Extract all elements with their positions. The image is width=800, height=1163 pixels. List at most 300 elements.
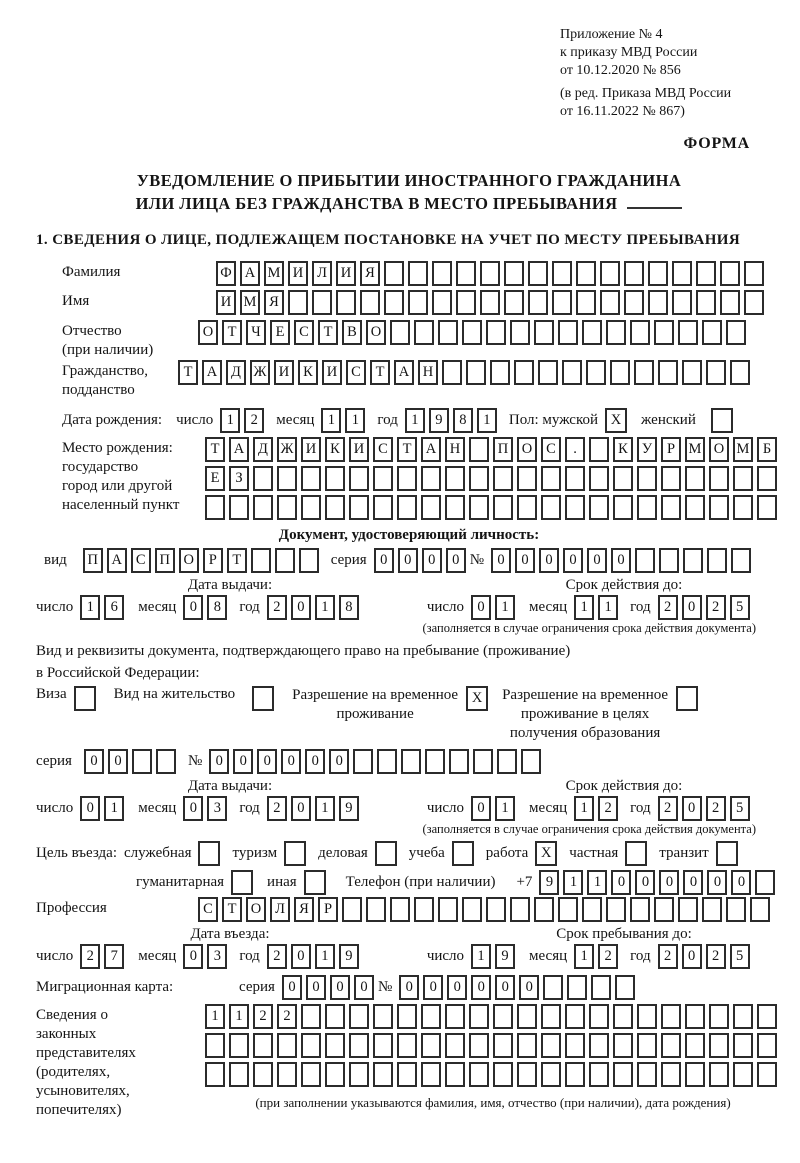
char-cell[interactable] [654,897,674,922]
char-cell[interactable] [541,1004,561,1029]
char-cell[interactable] [552,261,572,286]
char-cell[interactable]: 1 [315,796,335,821]
char-cell[interactable] [490,360,510,385]
char-cell[interactable]: Т [178,360,198,385]
char-cell[interactable] [497,749,517,774]
char-cell[interactable]: 9 [339,796,359,821]
char-cell[interactable] [565,495,585,520]
char-cell[interactable]: 0 [611,870,631,895]
char-cell[interactable] [349,1004,369,1029]
char-cell[interactable] [672,261,692,286]
char-cell[interactable]: 1 [80,595,100,620]
char-cell[interactable]: 0 [183,796,203,821]
char-cell[interactable]: 2 [277,1004,297,1029]
char-cell[interactable] [685,1004,705,1029]
char-cell[interactable] [541,466,561,491]
char-cell[interactable]: С [198,897,218,922]
char-cell[interactable] [558,320,578,345]
char-cell[interactable] [384,261,404,286]
char-cell[interactable]: 0 [108,749,128,774]
char-cell[interactable]: Б [757,437,777,462]
char-cell[interactable]: 0 [291,944,311,969]
char-cell[interactable] [696,290,716,315]
char-cell[interactable] [613,466,633,491]
char-cell[interactable]: 0 [563,548,583,573]
char-cell[interactable] [299,548,319,573]
char-cell[interactable]: 3 [207,796,227,821]
char-cell[interactable] [132,749,152,774]
char-cell[interactable]: В [342,320,362,345]
char-cell[interactable]: П [155,548,175,573]
char-cell[interactable] [301,1062,321,1087]
char-cell[interactable] [613,1033,633,1058]
char-cell[interactable] [442,360,462,385]
char-cell[interactable] [517,1033,537,1058]
char-cell[interactable] [613,1004,633,1029]
char-cell[interactable] [661,466,681,491]
char-cell[interactable] [301,1033,321,1058]
char-cell[interactable] [600,261,620,286]
char-cell[interactable] [755,870,775,895]
char-cell[interactable] [493,466,513,491]
char-cell[interactable]: 0 [330,975,350,1000]
char-cell[interactable] [661,495,681,520]
char-cell[interactable] [486,897,506,922]
char-cell[interactable] [421,495,441,520]
purpose-tourism-checkbox[interactable] [284,841,306,866]
char-cell[interactable] [678,897,698,922]
char-cell[interactable]: К [613,437,633,462]
char-cell[interactable] [504,261,524,286]
char-cell[interactable]: 9 [539,870,559,895]
char-cell[interactable] [397,1004,417,1029]
char-cell[interactable]: 1 [574,595,594,620]
char-cell[interactable]: 0 [471,975,491,1000]
char-cell[interactable] [589,495,609,520]
char-cell[interactable]: 0 [471,796,491,821]
char-cell[interactable]: И [336,261,356,286]
char-cell[interactable]: 0 [374,548,394,573]
char-cell[interactable] [635,548,655,573]
char-cell[interactable]: И [349,437,369,462]
char-cell[interactable]: 0 [659,870,679,895]
char-cell[interactable] [301,495,321,520]
char-cell[interactable] [277,466,297,491]
char-cell[interactable] [469,437,489,462]
char-cell[interactable] [469,466,489,491]
char-cell[interactable] [541,1033,561,1058]
char-cell[interactable]: С [346,360,366,385]
char-cell[interactable] [707,548,727,573]
char-cell[interactable] [558,897,578,922]
char-cell[interactable] [624,290,644,315]
char-cell[interactable] [408,261,428,286]
char-cell[interactable]: Е [270,320,290,345]
char-cell[interactable]: 1 [574,944,594,969]
char-cell[interactable] [528,261,548,286]
char-cell[interactable] [589,1004,609,1029]
char-cell[interactable]: 2 [267,944,287,969]
purpose-private-checkbox[interactable] [625,841,647,866]
char-cell[interactable]: 1 [495,595,515,620]
char-cell[interactable] [493,1062,513,1087]
char-cell[interactable]: 1 [477,408,497,433]
char-cell[interactable]: Т [370,360,390,385]
char-cell[interactable] [517,1004,537,1029]
char-cell[interactable] [552,290,572,315]
char-cell[interactable] [541,1062,561,1087]
char-cell[interactable] [702,897,722,922]
char-cell[interactable]: 2 [244,408,264,433]
char-cell[interactable]: 2 [598,944,618,969]
char-cell[interactable]: И [301,437,321,462]
char-cell[interactable] [733,1004,753,1029]
char-cell[interactable] [414,320,434,345]
char-cell[interactable] [456,290,476,315]
char-cell[interactable]: И [288,261,308,286]
char-cell[interactable] [750,897,770,922]
char-cell[interactable] [397,1062,417,1087]
char-cell[interactable]: 1 [315,595,335,620]
char-cell[interactable]: Я [294,897,314,922]
char-cell[interactable] [757,1004,777,1029]
purpose-other-checkbox[interactable] [304,870,326,895]
char-cell[interactable] [615,975,635,1000]
char-cell[interactable]: 0 [306,975,326,1000]
char-cell[interactable]: М [240,290,260,315]
char-cell[interactable]: С [131,548,151,573]
char-cell[interactable] [277,1062,297,1087]
char-cell[interactable] [421,1033,441,1058]
char-cell[interactable]: 0 [682,595,702,620]
char-cell[interactable]: 1 [229,1004,249,1029]
char-cell[interactable]: Р [661,437,681,462]
char-cell[interactable] [589,466,609,491]
char-cell[interactable] [205,1062,225,1087]
char-cell[interactable] [709,1033,729,1058]
char-cell[interactable] [325,466,345,491]
char-cell[interactable] [445,1033,465,1058]
char-cell[interactable] [709,466,729,491]
char-cell[interactable] [397,466,417,491]
char-cell[interactable] [277,495,297,520]
char-cell[interactable] [613,1062,633,1087]
char-cell[interactable] [637,495,657,520]
char-cell[interactable] [384,290,404,315]
char-cell[interactable]: 8 [207,595,227,620]
char-cell[interactable] [377,749,397,774]
char-cell[interactable] [543,975,563,1000]
residence-permit-checkbox[interactable] [252,686,274,711]
char-cell[interactable] [659,548,679,573]
char-cell[interactable] [720,290,740,315]
char-cell[interactable] [702,320,722,345]
char-cell[interactable]: Д [226,360,246,385]
char-cell[interactable] [349,466,369,491]
char-cell[interactable] [421,1062,441,1087]
char-cell[interactable]: 0 [291,595,311,620]
char-cell[interactable]: М [264,261,284,286]
char-cell[interactable]: 2 [267,796,287,821]
char-cell[interactable] [480,261,500,286]
char-cell[interactable] [253,495,273,520]
char-cell[interactable]: 0 [291,796,311,821]
char-cell[interactable] [504,290,524,315]
char-cell[interactable] [360,290,380,315]
char-cell[interactable] [589,1062,609,1087]
char-cell[interactable] [462,320,482,345]
char-cell[interactable] [373,1004,393,1029]
char-cell[interactable]: 0 [539,548,559,573]
char-cell[interactable]: Д [253,437,273,462]
purpose-official-checkbox[interactable] [198,841,220,866]
char-cell[interactable] [336,290,356,315]
char-cell[interactable] [582,897,602,922]
char-cell[interactable] [325,1004,345,1029]
char-cell[interactable] [661,1062,681,1087]
char-cell[interactable] [683,548,703,573]
char-cell[interactable] [469,1062,489,1087]
char-cell[interactable]: И [274,360,294,385]
char-cell[interactable]: 0 [80,796,100,821]
char-cell[interactable] [517,1062,537,1087]
char-cell[interactable]: А [107,548,127,573]
char-cell[interactable] [342,897,362,922]
char-cell[interactable] [606,320,626,345]
char-cell[interactable] [541,495,561,520]
char-cell[interactable] [312,290,332,315]
char-cell[interactable]: К [298,360,318,385]
char-cell[interactable] [390,897,410,922]
char-cell[interactable]: 1 [495,796,515,821]
char-cell[interactable]: Т [397,437,417,462]
char-cell[interactable] [445,1062,465,1087]
char-cell[interactable]: 1 [315,944,335,969]
char-cell[interactable]: С [294,320,314,345]
char-cell[interactable] [438,320,458,345]
char-cell[interactable]: 0 [519,975,539,1000]
char-cell[interactable] [534,320,554,345]
char-cell[interactable]: К [325,437,345,462]
char-cell[interactable] [325,1062,345,1087]
char-cell[interactable]: П [493,437,513,462]
gender-female-checkbox[interactable] [711,408,733,433]
char-cell[interactable] [706,360,726,385]
char-cell[interactable] [685,466,705,491]
char-cell[interactable] [366,897,386,922]
char-cell[interactable]: 0 [491,548,511,573]
char-cell[interactable]: 0 [281,749,301,774]
char-cell[interactable] [606,897,626,922]
char-cell[interactable]: Л [312,261,332,286]
char-cell[interactable]: 2 [658,796,678,821]
char-cell[interactable] [685,1062,705,1087]
char-cell[interactable] [408,290,428,315]
char-cell[interactable]: 0 [423,975,443,1000]
char-cell[interactable] [658,360,678,385]
char-cell[interactable] [744,290,764,315]
char-cell[interactable] [414,897,434,922]
char-cell[interactable] [445,1004,465,1029]
char-cell[interactable]: 1 [563,870,583,895]
char-cell[interactable] [582,320,602,345]
char-cell[interactable]: А [421,437,441,462]
char-cell[interactable]: 0 [587,548,607,573]
char-cell[interactable]: 5 [730,796,750,821]
char-cell[interactable] [373,1033,393,1058]
char-cell[interactable]: 2 [267,595,287,620]
char-cell[interactable] [637,466,657,491]
char-cell[interactable]: 0 [611,548,631,573]
char-cell[interactable]: 0 [683,870,703,895]
char-cell[interactable] [630,897,650,922]
char-cell[interactable]: А [229,437,249,462]
char-cell[interactable] [469,1004,489,1029]
char-cell[interactable] [401,749,421,774]
char-cell[interactable] [730,360,750,385]
char-cell[interactable] [421,1004,441,1029]
char-cell[interactable] [709,495,729,520]
char-cell[interactable]: О [366,320,386,345]
char-cell[interactable]: 0 [731,870,751,895]
char-cell[interactable]: 0 [515,548,535,573]
char-cell[interactable] [757,1033,777,1058]
char-cell[interactable] [205,495,225,520]
char-cell[interactable]: Т [318,320,338,345]
char-cell[interactable] [733,495,753,520]
char-cell[interactable] [565,466,585,491]
char-cell[interactable]: Н [418,360,438,385]
char-cell[interactable] [610,360,630,385]
char-cell[interactable]: Я [360,261,380,286]
char-cell[interactable] [517,495,537,520]
char-cell[interactable]: С [541,437,561,462]
char-cell[interactable] [301,466,321,491]
char-cell[interactable]: Ф [216,261,236,286]
char-cell[interactable]: Ч [246,320,266,345]
char-cell[interactable]: 1 [321,408,341,433]
char-cell[interactable]: Т [205,437,225,462]
char-cell[interactable]: У [637,437,657,462]
char-cell[interactable]: М [685,437,705,462]
char-cell[interactable] [438,897,458,922]
char-cell[interactable]: 0 [635,870,655,895]
char-cell[interactable] [456,261,476,286]
char-cell[interactable] [733,1062,753,1087]
char-cell[interactable] [709,1062,729,1087]
char-cell[interactable] [576,290,596,315]
char-cell[interactable] [654,320,674,345]
purpose-study-checkbox[interactable] [452,841,474,866]
char-cell[interactable] [373,466,393,491]
char-cell[interactable] [445,495,465,520]
char-cell[interactable]: 0 [495,975,515,1000]
char-cell[interactable]: 0 [399,975,419,1000]
char-cell[interactable]: 8 [339,595,359,620]
char-cell[interactable] [685,1033,705,1058]
char-cell[interactable] [510,897,530,922]
char-cell[interactable]: М [733,437,753,462]
char-cell[interactable] [576,261,596,286]
char-cell[interactable] [156,749,176,774]
char-cell[interactable]: 0 [422,548,442,573]
char-cell[interactable] [565,1004,585,1029]
char-cell[interactable]: Ж [277,437,297,462]
char-cell[interactable]: 0 [183,944,203,969]
char-cell[interactable] [510,320,530,345]
char-cell[interactable]: 1 [220,408,240,433]
char-cell[interactable]: 7 [104,944,124,969]
char-cell[interactable] [528,290,548,315]
char-cell[interactable] [421,466,441,491]
char-cell[interactable]: 1 [345,408,365,433]
char-cell[interactable]: О [246,897,266,922]
char-cell[interactable] [425,749,445,774]
char-cell[interactable]: 0 [354,975,374,1000]
char-cell[interactable]: Н [445,437,465,462]
char-cell[interactable] [565,1033,585,1058]
char-cell[interactable]: 9 [339,944,359,969]
char-cell[interactable]: А [394,360,414,385]
char-cell[interactable]: 2 [706,944,726,969]
char-cell[interactable] [661,1004,681,1029]
char-cell[interactable] [449,749,469,774]
char-cell[interactable] [726,320,746,345]
char-cell[interactable] [469,495,489,520]
char-cell[interactable] [514,360,534,385]
char-cell[interactable] [325,495,345,520]
char-cell[interactable] [251,548,271,573]
char-cell[interactable]: 5 [730,595,750,620]
char-cell[interactable] [637,1004,657,1029]
char-cell[interactable] [229,1062,249,1087]
char-cell[interactable] [353,749,373,774]
char-cell[interactable] [373,1062,393,1087]
visa-checkbox[interactable] [74,686,96,711]
char-cell[interactable]: О [517,437,537,462]
char-cell[interactable] [253,1033,273,1058]
char-cell[interactable] [586,360,606,385]
char-cell[interactable]: Т [222,897,242,922]
char-cell[interactable]: Р [203,548,223,573]
temp-residence-edu-checkbox[interactable] [676,686,698,711]
char-cell[interactable] [390,320,410,345]
char-cell[interactable]: Е [205,466,225,491]
char-cell[interactable]: 9 [495,944,515,969]
char-cell[interactable] [493,1033,513,1058]
char-cell[interactable]: 0 [233,749,253,774]
char-cell[interactable] [562,360,582,385]
char-cell[interactable]: 0 [282,975,302,1000]
char-cell[interactable] [253,1062,273,1087]
char-cell[interactable]: 1 [574,796,594,821]
char-cell[interactable]: 2 [598,796,618,821]
purpose-humanitarian-checkbox[interactable] [231,870,253,895]
char-cell[interactable]: 1 [587,870,607,895]
char-cell[interactable] [462,897,482,922]
purpose-business-checkbox[interactable] [375,841,397,866]
char-cell[interactable] [521,749,541,774]
char-cell[interactable] [661,1033,681,1058]
char-cell[interactable] [538,360,558,385]
char-cell[interactable]: Л [270,897,290,922]
char-cell[interactable] [672,290,692,315]
char-cell[interactable]: 9 [429,408,449,433]
char-cell[interactable] [253,466,273,491]
char-cell[interactable] [397,495,417,520]
char-cell[interactable] [682,360,702,385]
char-cell[interactable]: 0 [84,749,104,774]
